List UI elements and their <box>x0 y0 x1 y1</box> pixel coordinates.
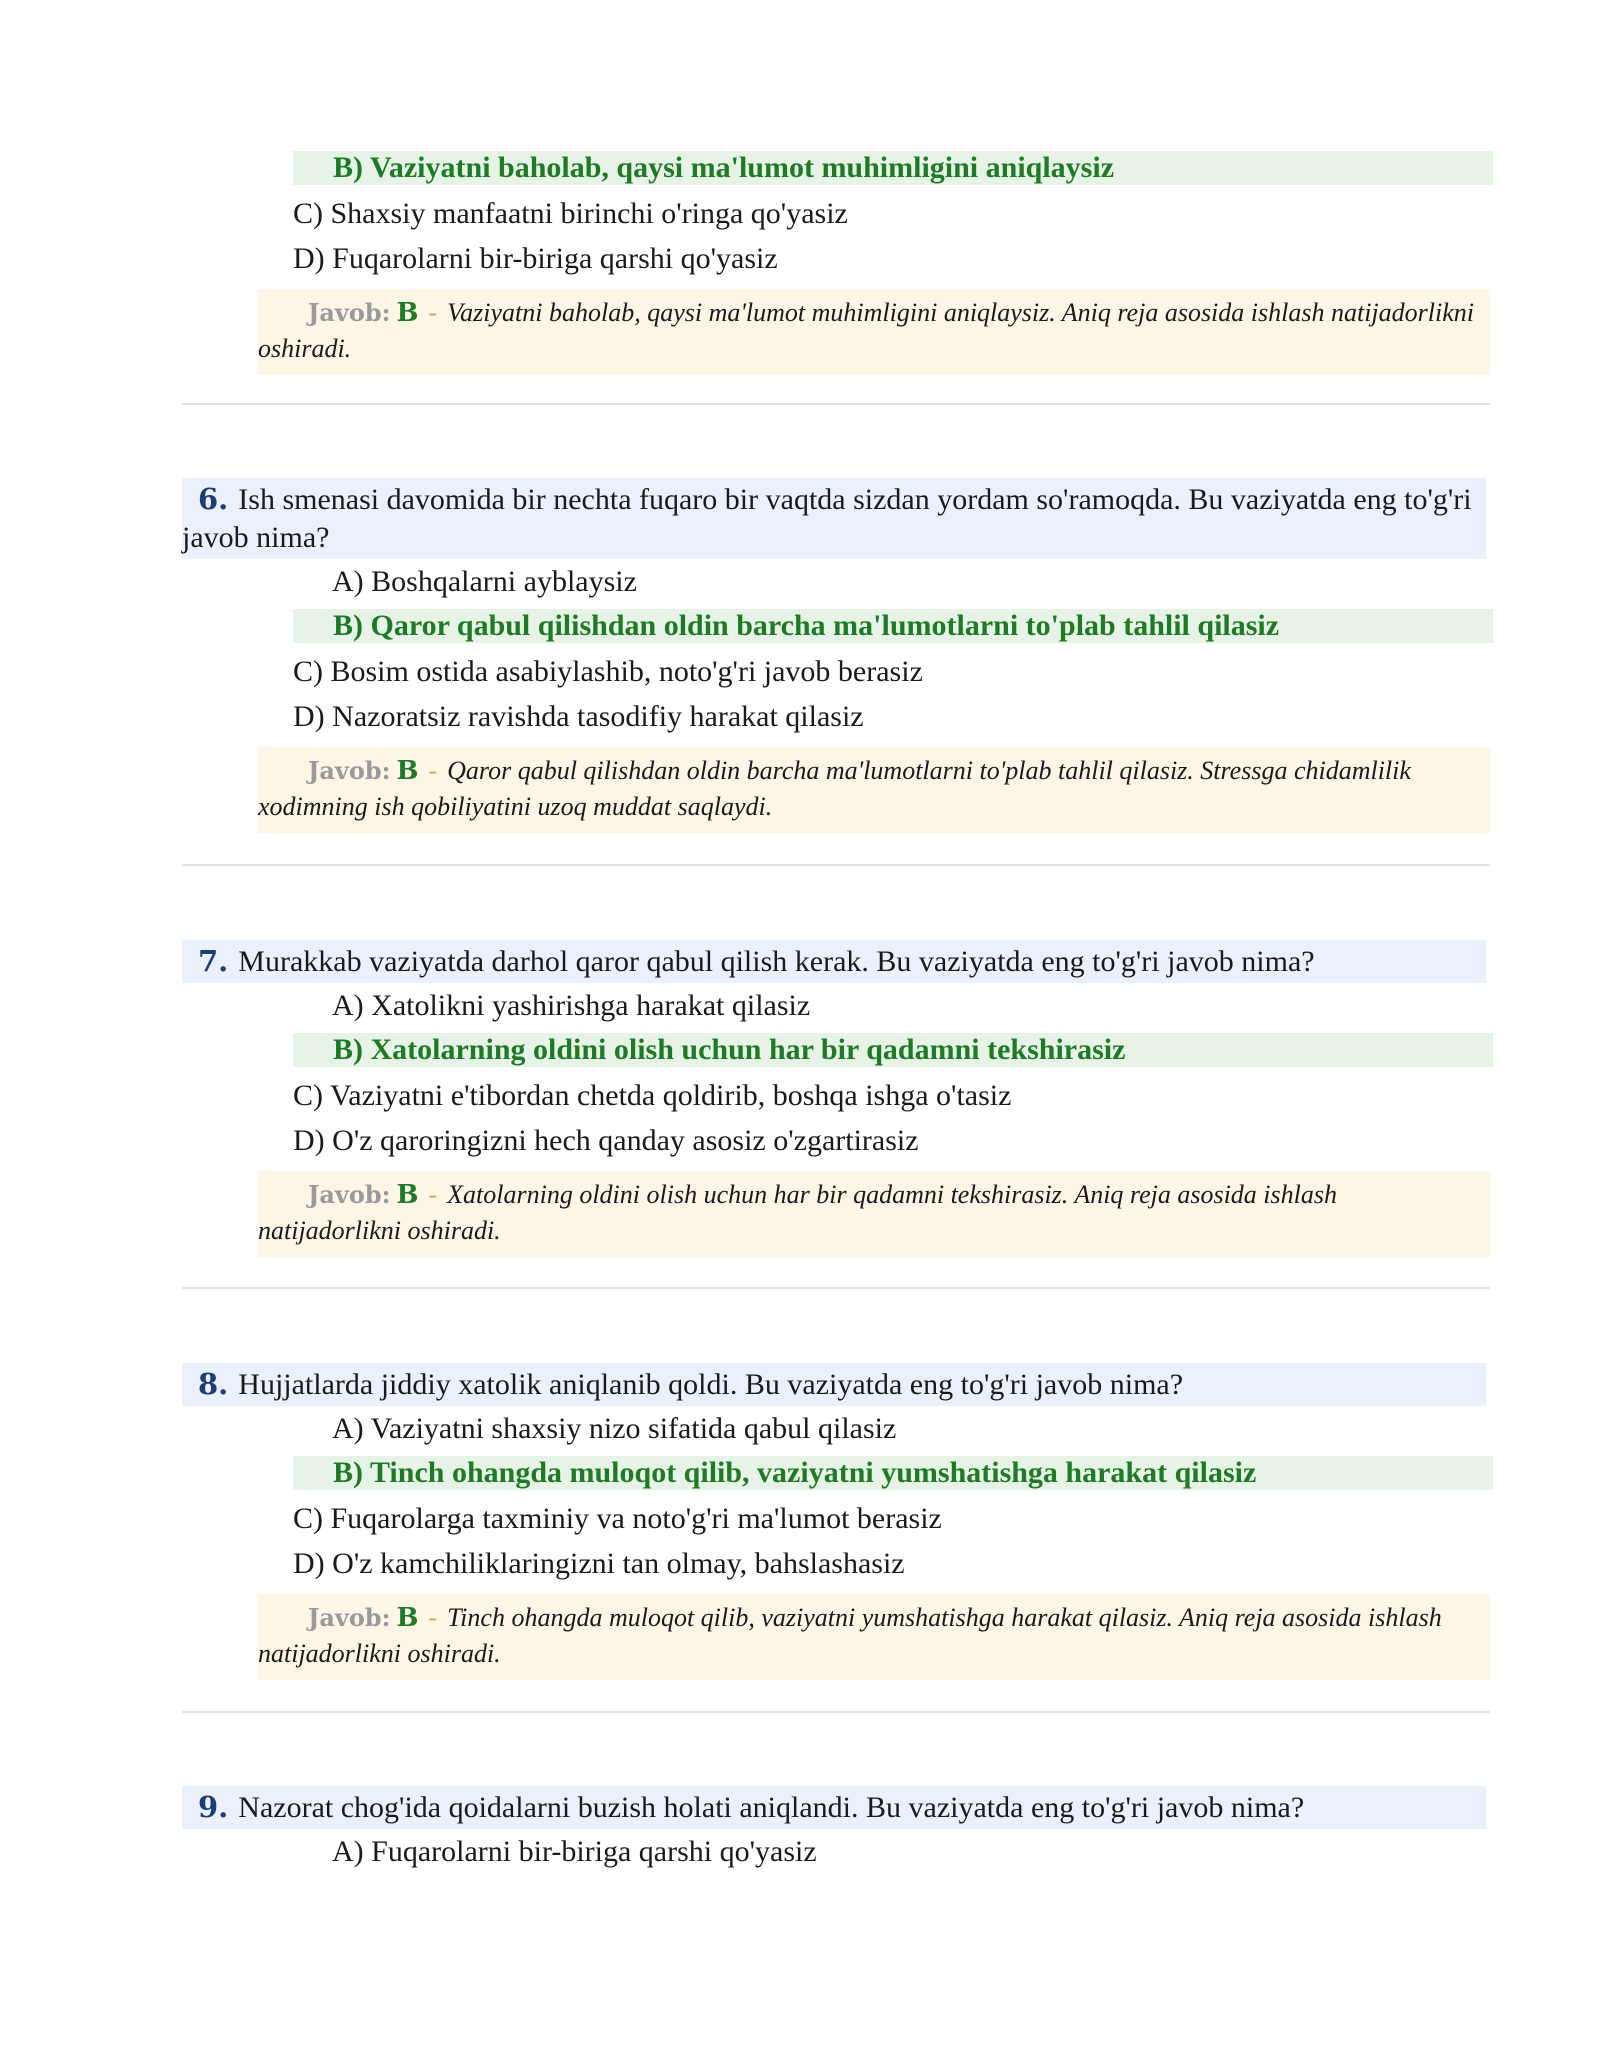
question-block-6 <box>0 478 1600 833</box>
question-block-5 <box>0 146 1600 375</box>
option-a: A) Boshqalarni ayblaysiz <box>332 564 637 598</box>
answer-text: Vaziyatni baholab, qaysi ma'lumot muhimligini aniqlaysiz. Aniq reja asosida ishlash natijadorlikni oshiradi. <box>258 298 1474 363</box>
option-b-correct: B) Qaror qabul qilishdan oldin barcha ma'lumotlarni to'plab tahlil qilasiz <box>293 609 1493 643</box>
answer-label: Javob: <box>308 756 391 785</box>
option-a: A) Xatolikni yashirishga harakat qilasiz <box>332 988 811 1022</box>
option-c: C) Vaziyatni e'tibordan chetda qoldirib, boshqa ishga o'tasiz <box>293 1078 1012 1112</box>
option-d: D) Fuqarolarni bir-biriga qarshi qo'yasiz <box>293 241 778 275</box>
answer-text: Tinch ohangda muloqot qilib, vaziyatni yumshatishga harakat qilasiz. Aniq reja asosida ishlash natijadorlikni oshiradi. <box>258 1603 1442 1668</box>
question-number: 8. <box>198 1367 229 1401</box>
answer-text: Xatolarning oldini olish uchun har bir qadamni tekshirasiz. Aniq reja asosida ishlash natijadorlikni oshiradi. <box>258 1180 1337 1245</box>
question-text <box>182 1363 1486 1406</box>
question-number: 7. <box>198 944 229 978</box>
answer-key: B <box>396 1603 419 1633</box>
option-d: D) Nazoratsiz ravishda tasodifiy harakat qilasiz <box>293 699 864 733</box>
option-a: A) Fuqarolarni bir-biriga qarshi qo'yasiz <box>332 1834 817 1868</box>
question-body: Murakkab vaziyatda darhol qaror qabul qilish kerak. Bu vaziyatda eng to'g'ri javob nima? <box>238 945 1315 978</box>
option-c: C) Shaxsiy manfaatni birinchi o'ringa qo'yasiz <box>293 196 848 230</box>
divider <box>182 1287 1490 1289</box>
option-c: C) Fuqarolarga taxminiy va noto'g'ri ma'lumot berasiz <box>293 1501 942 1535</box>
option-b-correct: B) Tinch ohangda muloqot qilib, vaziyatni yumshatishga harakat qilasiz <box>293 1456 1493 1490</box>
question-block-7 <box>0 940 1600 1257</box>
divider <box>182 864 1490 866</box>
divider <box>182 1711 1490 1713</box>
question-body: Hujjatlarda jiddiy xatolik aniqlanib qoldi. Bu vaziyatda eng to'g'ri javob nima? <box>238 1368 1184 1401</box>
question-number: 6. <box>198 482 229 516</box>
divider <box>182 403 1490 405</box>
answer-box <box>258 1594 1490 1680</box>
answer-separator: - <box>428 1603 438 1632</box>
answer-box <box>258 1171 1490 1257</box>
question-text <box>182 940 1486 983</box>
answer-label: Javob: <box>308 1180 391 1209</box>
option-d: D) O'z kamchiliklaringizni tan olmay, bahslashasiz <box>293 1546 905 1580</box>
answer-key: B <box>396 756 419 786</box>
question-text <box>182 1786 1486 1829</box>
option-c: C) Bosim ostida asabiylashib, noto'g'ri javob berasiz <box>293 654 923 688</box>
answer-label: Javob: <box>308 298 391 327</box>
question-text <box>182 478 1486 559</box>
answer-box <box>258 289 1490 375</box>
option-d: D) O'z qaroringizni hech qanday asosiz o'zgartirasiz <box>293 1123 919 1157</box>
question-number: 9. <box>198 1790 229 1824</box>
answer-box <box>258 747 1490 833</box>
answer-separator: - <box>428 298 438 327</box>
answer-label: Javob: <box>308 1603 391 1632</box>
answer-separator: - <box>428 1180 438 1209</box>
answer-separator: - <box>428 756 438 785</box>
question-body: Nazorat chog'ida qoidalarni buzish holati aniqlandi. Bu vaziyatda eng to'g'ri javob nima? <box>238 1791 1305 1824</box>
option-b-correct: B) Xatolarning oldini olish uchun har bir qadamni tekshirasiz <box>293 1033 1493 1067</box>
answer-key: B <box>396 1180 419 1210</box>
question-block-8 <box>0 1363 1600 1680</box>
answer-key: B <box>396 298 419 328</box>
answer-text: Qaror qabul qilishdan oldin barcha ma'lumotlarni to'plab tahlil qilasiz. Stressga chidamlilik xodimning ish qobiliyatini uzoq muddat saqlaydi. <box>258 756 1411 821</box>
option-a: A) Vaziyatni shaxsiy nizo sifatida qabul qilasiz <box>332 1411 897 1445</box>
option-b-correct: B) Vaziyatni baholab, qaysi ma'lumot muhimligini aniqlaysiz <box>293 151 1493 185</box>
question-block-9 <box>0 1786 1600 1874</box>
question-body: Ish smenasi davomida bir nechta fuqaro bir vaqtda sizdan yordam so'ramoqda. Bu vaziyatda eng to'g'ri javob nima? <box>182 483 1472 554</box>
